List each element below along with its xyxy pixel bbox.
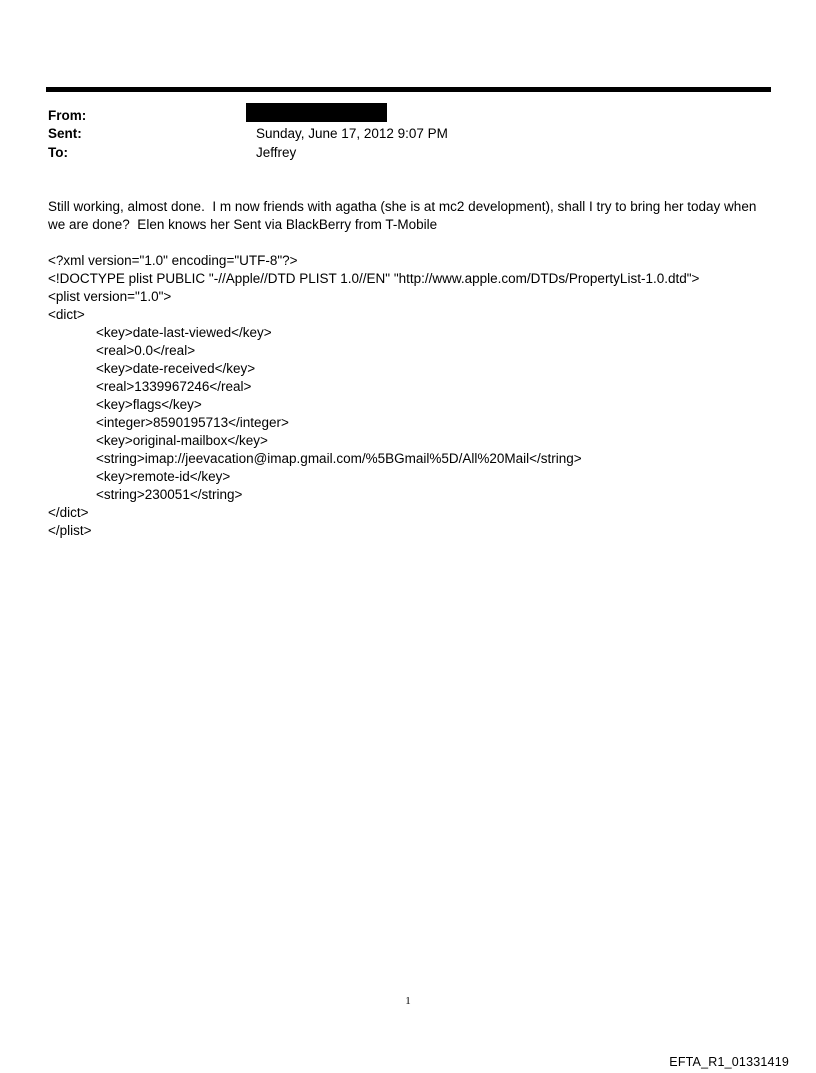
- xml-entry: <key>remote-id</key>: [96, 469, 231, 484]
- xml-entry: <real>0.0</real>: [96, 343, 196, 358]
- xml-entry: <string>230051</string>: [96, 487, 243, 502]
- xml-plist-open: <plist version="1.0">: [48, 289, 172, 304]
- message-line-1: Still working, almost done. I m now friends with agatha (she is at mc2 development), shall I try to bring her today when: [48, 199, 757, 214]
- xml-entry: <key>date-received</key>: [96, 361, 256, 376]
- xml-declaration: <?xml version="1.0" encoding="UTF-8"?>: [48, 253, 298, 268]
- to-label: To:: [48, 145, 68, 160]
- sent-value: Sunday, June 17, 2012 9:07 PM: [256, 126, 448, 141]
- to-row: [48, 144, 748, 162]
- xml-entry: <key>date-last-viewed</key>: [96, 325, 272, 340]
- xml-entry: <string>imap://jeevacation@imap.gmail.com/%5BGmail%5D/All%20Mail</string>: [96, 451, 582, 466]
- message-line-2: we are done? Elen knows her Sent via BlackBerry from T-Mobile: [48, 217, 438, 232]
- from-label: From:: [48, 108, 87, 123]
- xml-entry: <key>flags</key>: [96, 397, 202, 412]
- from-row: [48, 107, 748, 125]
- header-rule: [46, 87, 771, 92]
- sent-label: Sent:: [48, 126, 82, 141]
- xml-entry: <real>1339967246</real>: [96, 379, 252, 394]
- redacted-sender: [246, 103, 387, 122]
- to-value: Jeffrey: [256, 145, 297, 160]
- sent-row: [48, 125, 748, 143]
- xml-dict-close: </dict>: [48, 505, 89, 520]
- xml-dict-open: <dict>: [48, 307, 85, 322]
- page-number: 1: [405, 995, 411, 1007]
- xml-entry: <integer>8590195713</integer>: [96, 415, 289, 430]
- document-id: EFTA_R1_01331419: [669, 1055, 789, 1069]
- xml-entry: <key>original-mailbox</key>: [96, 433, 268, 448]
- xml-plist-close: </plist>: [48, 523, 92, 538]
- xml-doctype: <!DOCTYPE plist PUBLIC "-//Apple//DTD PLIST 1.0//EN" "http://www.apple.com/DTDs/PropertyList-1.0.dtd">: [48, 271, 700, 286]
